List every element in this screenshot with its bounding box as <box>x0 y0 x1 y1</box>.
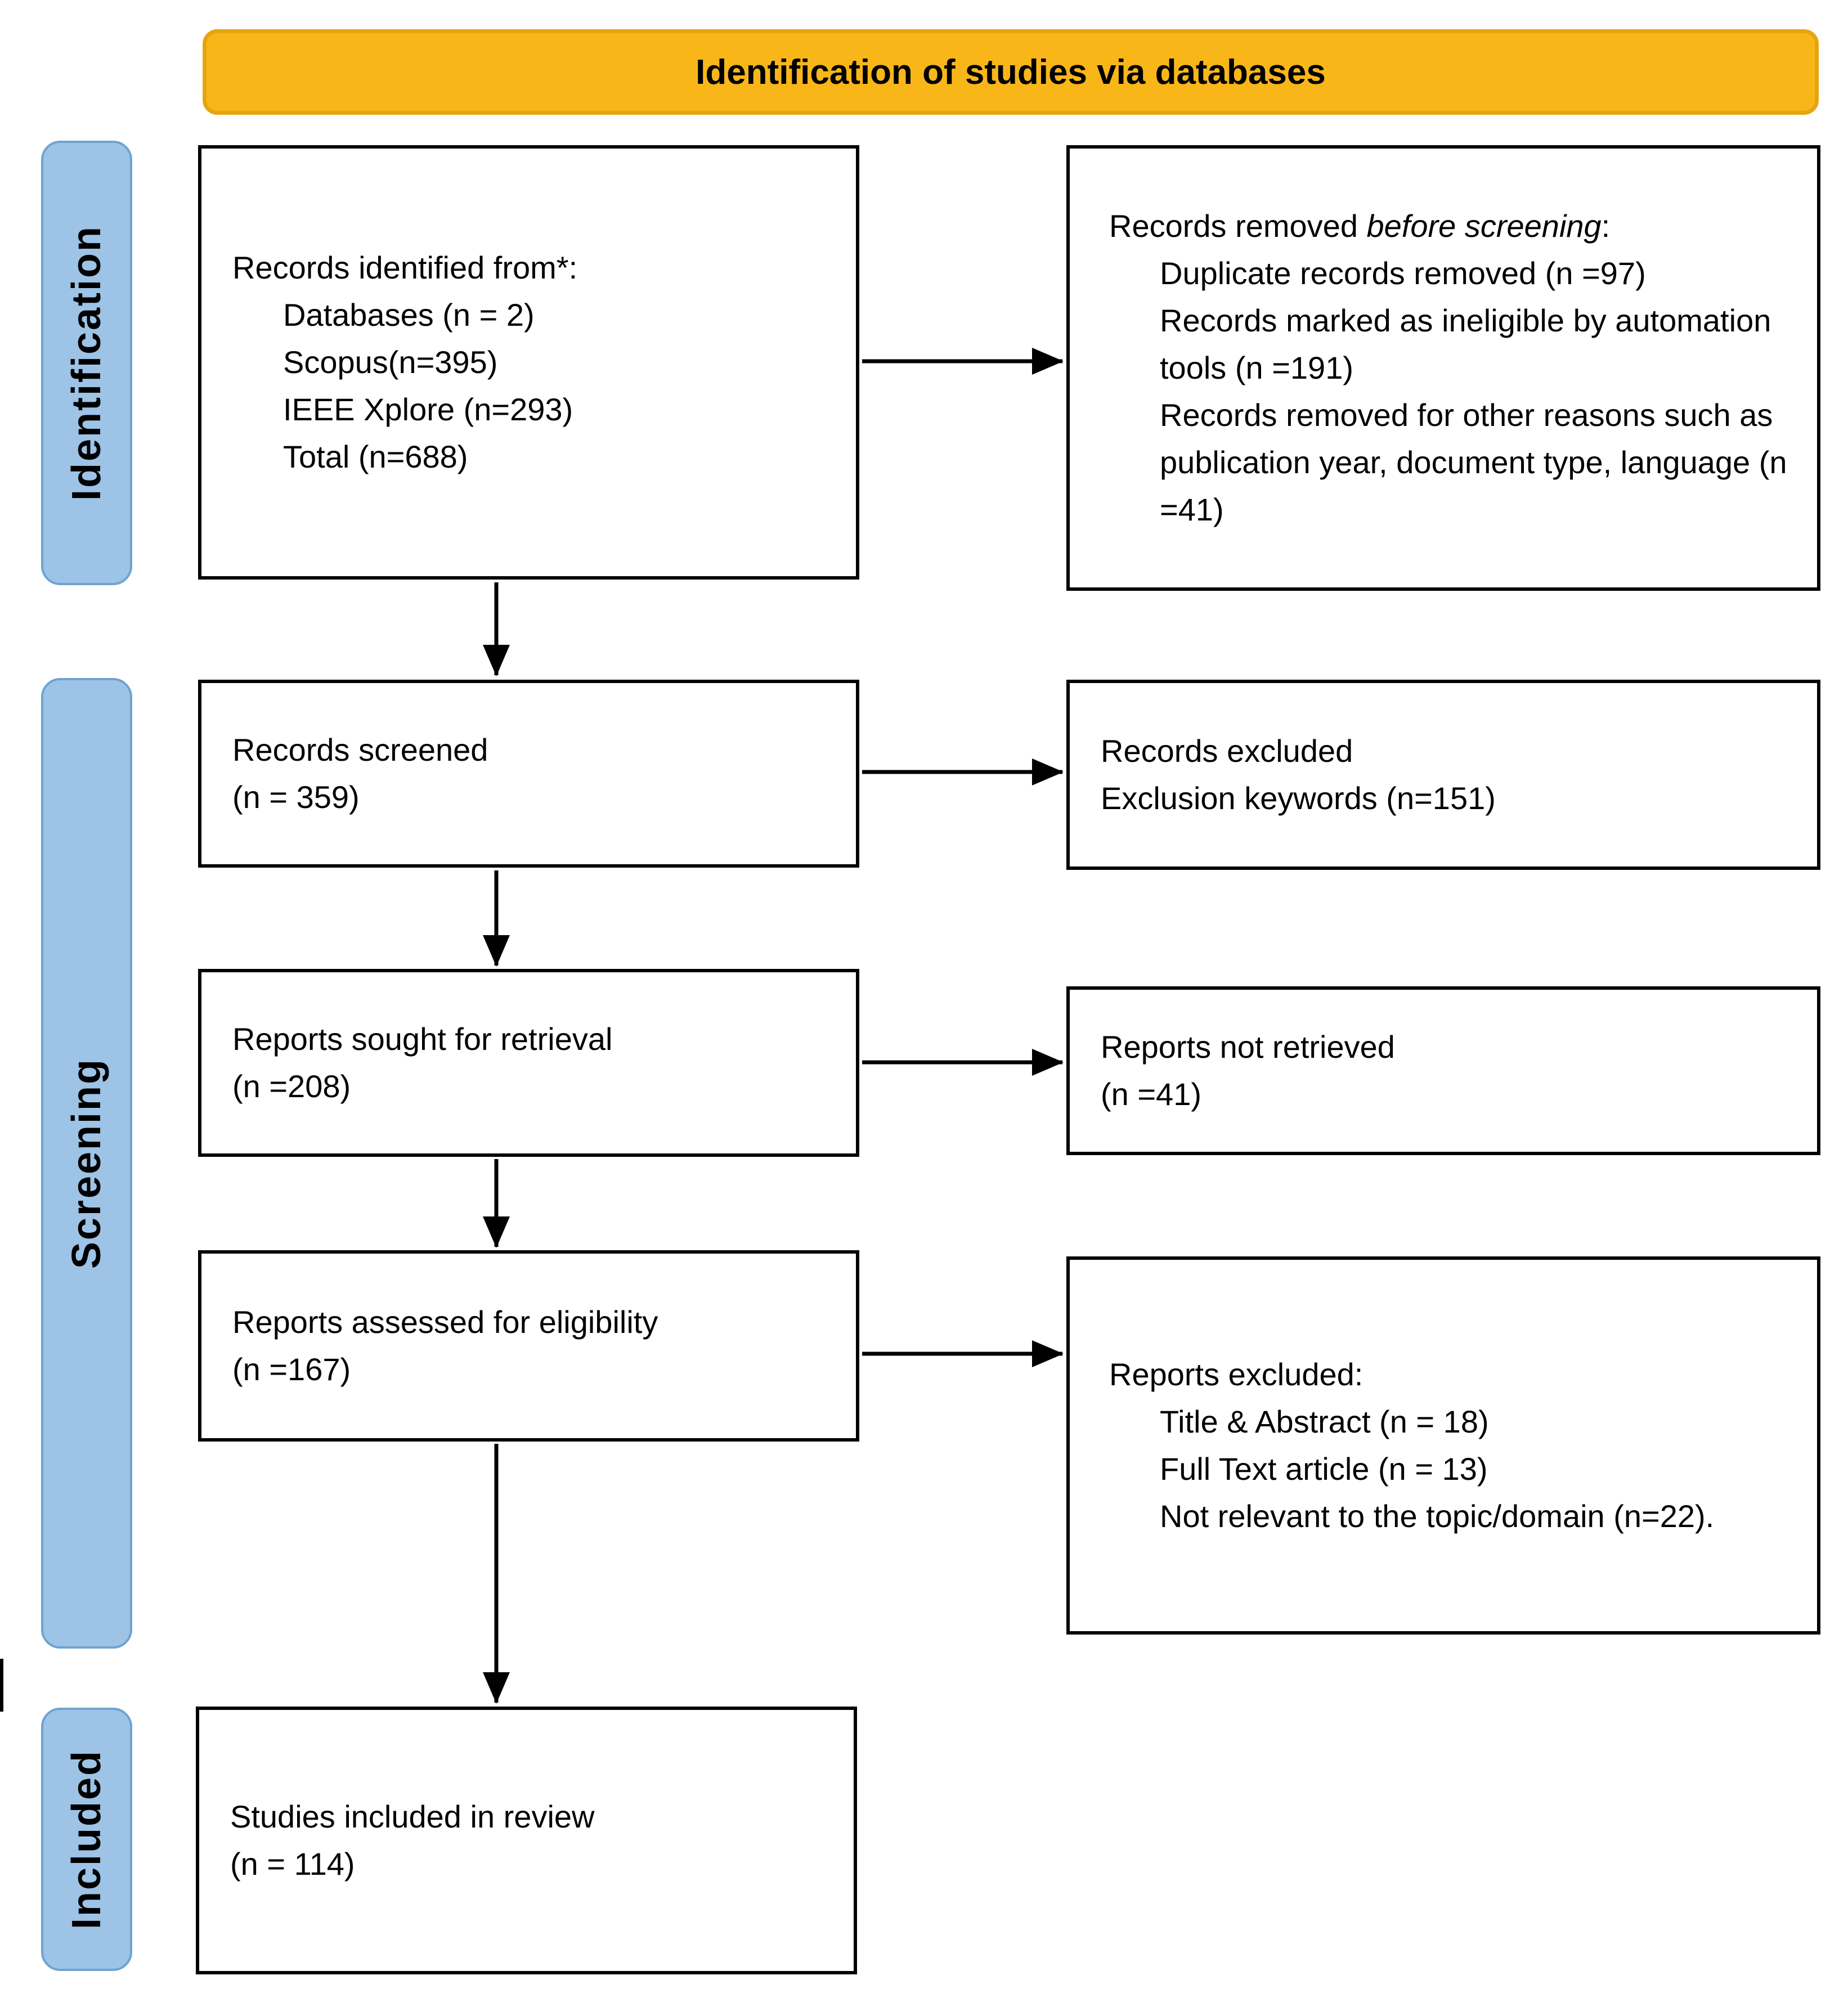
records-removed-title-suffix: : <box>1601 208 1611 244</box>
box-records-screened <box>198 680 859 868</box>
banner-title: Identification of studies via databases <box>696 52 1326 92</box>
stage-label-screening <box>41 678 132 1649</box>
box-records-removed-before-screening <box>1066 145 1820 591</box>
banner-identification-via-databases <box>203 29 1819 115</box>
records-identified-item: Scopus(n=395) <box>283 344 498 380</box>
box-records-excluded <box>1066 680 1820 870</box>
box-records-identified <box>198 145 859 580</box>
records-removed-item: Records marked as ineligible by automation tools (n =191) <box>1160 303 1771 385</box>
reports-sought-line: Reports sought for retrieval <box>232 1021 613 1057</box>
stage-label-included <box>41 1708 132 1971</box>
stage-label-identification <box>41 141 132 585</box>
reports-excluded-item: Title & Abstract (n = 18) <box>1160 1404 1489 1439</box>
stray-line <box>0 1659 3 1712</box>
records-removed-title-prefix: Records removed <box>1109 208 1367 244</box>
reports-excluded-item: Full Text article (n = 13) <box>1160 1451 1488 1487</box>
studies-included-count: (n = 114) <box>230 1846 355 1882</box>
reports-assessed-count: (n =167) <box>232 1352 351 1387</box>
box-studies-included <box>196 1707 857 1974</box>
records-removed-item: Records removed for other reasons such as publication year, document type, language (n =41) <box>1160 397 1787 527</box>
reports-assessed-line: Reports assessed for eligibility <box>232 1304 658 1340</box>
records-removed-title <box>1109 203 1790 250</box>
studies-included-line: Studies included in review <box>230 1799 595 1834</box>
records-identified-item: Databases (n = 2) <box>283 297 535 333</box>
records-removed-item: Duplicate records removed (n =97) <box>1160 255 1646 291</box>
reports-sought-count: (n =208) <box>232 1068 351 1104</box>
records-identified-title: Records identified from*: <box>232 250 578 285</box>
stage-label-screening-text: Screening <box>64 1057 109 1269</box>
records-identified-item: IEEE Xplore (n=293) <box>283 392 573 427</box>
records-removed-title-italic: before screening <box>1366 208 1602 244</box>
records-screened-count: (n = 359) <box>232 779 360 815</box>
stage-label-included-text: Included <box>64 1749 109 1929</box>
box-reports-sought <box>198 969 859 1157</box>
box-reports-assessed <box>198 1250 859 1442</box>
reports-not-retrieved-line: Reports not retrieved <box>1101 1029 1395 1065</box>
records-identified-item: Total (n=688) <box>283 439 468 474</box>
stage-label-identification-text: Identification <box>64 225 109 501</box>
records-excluded-line: Records excluded <box>1101 733 1353 769</box>
box-reports-excluded <box>1066 1256 1820 1635</box>
box-reports-not-retrieved <box>1066 986 1820 1155</box>
reports-excluded-item: Not relevant to the topic/domain (n=22). <box>1160 1498 1715 1534</box>
reports-not-retrieved-count: (n =41) <box>1101 1076 1201 1112</box>
records-screened-line: Records screened <box>232 732 488 767</box>
records-excluded-count: Exclusion keywords (n=151) <box>1101 780 1496 816</box>
reports-excluded-title: Reports excluded: <box>1109 1357 1363 1392</box>
